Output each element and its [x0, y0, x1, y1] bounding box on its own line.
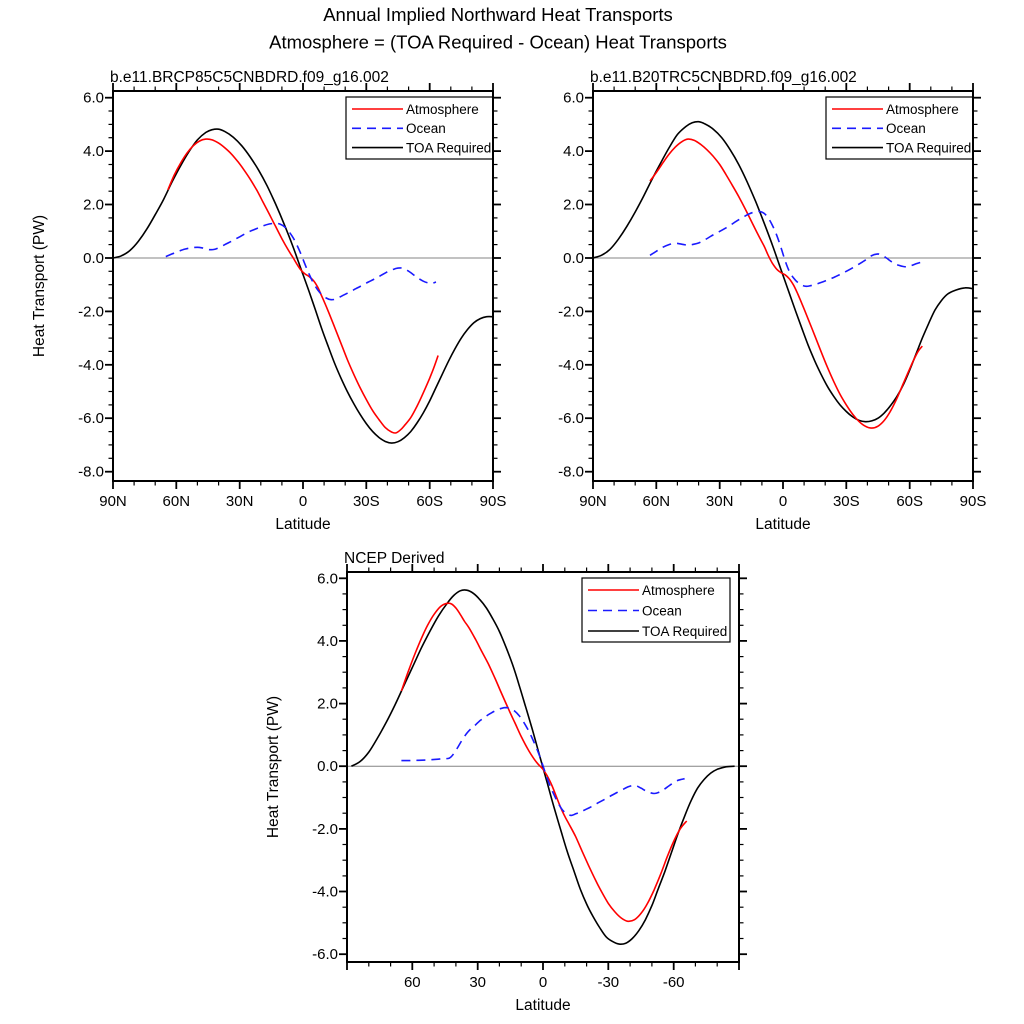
- x-tick-label: 90N: [99, 493, 127, 510]
- legend-label: Atmosphere: [642, 582, 715, 598]
- panel-title: b.e11.BRCP85C5CNBDRD.f09_g16.002: [110, 69, 389, 86]
- legend-label: Ocean: [642, 603, 682, 619]
- main-title: Annual Implied Northward Heat Transports: [323, 4, 673, 25]
- x-tick-label: 30N: [705, 493, 734, 510]
- panel-brcp85: [31, 69, 506, 533]
- atmosphere-line: [401, 603, 686, 921]
- y-tick-label: -2.0: [558, 303, 584, 321]
- y-tick-label: -4.0: [78, 356, 104, 374]
- x-tick-label: 0: [538, 974, 548, 991]
- x-tick-label: -30: [597, 974, 620, 991]
- panel-ncep: [265, 550, 747, 1014]
- ocean-line: [166, 223, 436, 300]
- y-tick-label: -6.0: [78, 410, 104, 428]
- y-axis-label: Heat Transport (PW): [265, 695, 282, 839]
- panel-b20trc: [558, 69, 986, 533]
- y-tick-label: 6.0: [563, 89, 584, 107]
- x-tick-label: 0: [298, 493, 308, 510]
- legend-label: Atmosphere: [886, 101, 959, 117]
- y-tick-label: 4.0: [563, 143, 584, 161]
- y-tick-label: -2.0: [78, 303, 104, 321]
- panel-title: b.e11.B20TRC5CNBDRD.f09_g16.002: [590, 69, 857, 86]
- legend-label: TOA Required: [642, 623, 728, 639]
- x-tick-label: 60N: [642, 493, 671, 510]
- x-tick-label: 30S: [352, 493, 380, 510]
- y-axis-label: Heat Transport (PW): [31, 214, 48, 358]
- legend-label: TOA Required: [886, 140, 972, 156]
- x-tick-label: 30S: [832, 493, 860, 510]
- legend-label: Atmosphere: [406, 101, 479, 117]
- x-tick-label: 30: [469, 974, 487, 991]
- legend-label: Ocean: [886, 121, 926, 137]
- toa-required-line: [593, 122, 973, 422]
- x-tick-label: -60: [662, 974, 685, 991]
- x-tick-label: 90S: [479, 493, 507, 510]
- y-tick-label: -6.0: [558, 410, 584, 428]
- y-tick-label: 0.0: [563, 250, 584, 267]
- x-tick-label: 90N: [579, 493, 607, 510]
- y-tick-label: -4.0: [312, 883, 338, 901]
- panels-group: [31, 69, 986, 1014]
- x-axis-label: Latitude: [515, 997, 571, 1014]
- legend-label: Ocean: [406, 121, 446, 137]
- y-tick-label: 2.0: [317, 695, 338, 713]
- y-tick-label: 0.0: [83, 250, 104, 267]
- y-tick-label: 2.0: [563, 196, 584, 214]
- y-tick-label: -6.0: [312, 946, 338, 964]
- x-tick-label: 60N: [162, 493, 191, 510]
- x-tick-label: 60: [403, 974, 421, 991]
- legend: [826, 97, 973, 159]
- x-tick-label: 0: [778, 493, 788, 510]
- y-tick-label: 4.0: [83, 143, 104, 161]
- panel-title: NCEP Derived: [344, 550, 445, 567]
- y-tick-label: -4.0: [558, 356, 584, 374]
- y-tick-label: 6.0: [83, 89, 104, 107]
- x-axis-label: Latitude: [755, 516, 811, 533]
- atmosphere-line: [168, 139, 438, 433]
- y-tick-label: 2.0: [83, 196, 104, 214]
- ocean-line: [401, 708, 684, 816]
- x-tick-label: 30N: [225, 493, 254, 510]
- legend: [582, 578, 730, 642]
- toa-required-line: [113, 129, 493, 443]
- x-axis-label: Latitude: [275, 516, 331, 533]
- y-tick-label: -8.0: [78, 463, 104, 481]
- y-tick-label: -2.0: [312, 820, 338, 838]
- x-tick-label: 90S: [959, 493, 987, 510]
- main-subtitle: Atmosphere = (TOA Required - Ocean) Heat Transports: [269, 31, 727, 53]
- legend: [346, 97, 493, 159]
- y-tick-label: 6.0: [317, 570, 338, 588]
- x-tick-label: 60S: [416, 493, 444, 510]
- y-tick-label: 4.0: [317, 632, 338, 650]
- y-tick-label: 0.0: [317, 758, 338, 776]
- y-tick-label: -8.0: [558, 463, 584, 481]
- legend-label: TOA Required: [406, 140, 492, 156]
- x-tick-label: 60S: [896, 493, 924, 510]
